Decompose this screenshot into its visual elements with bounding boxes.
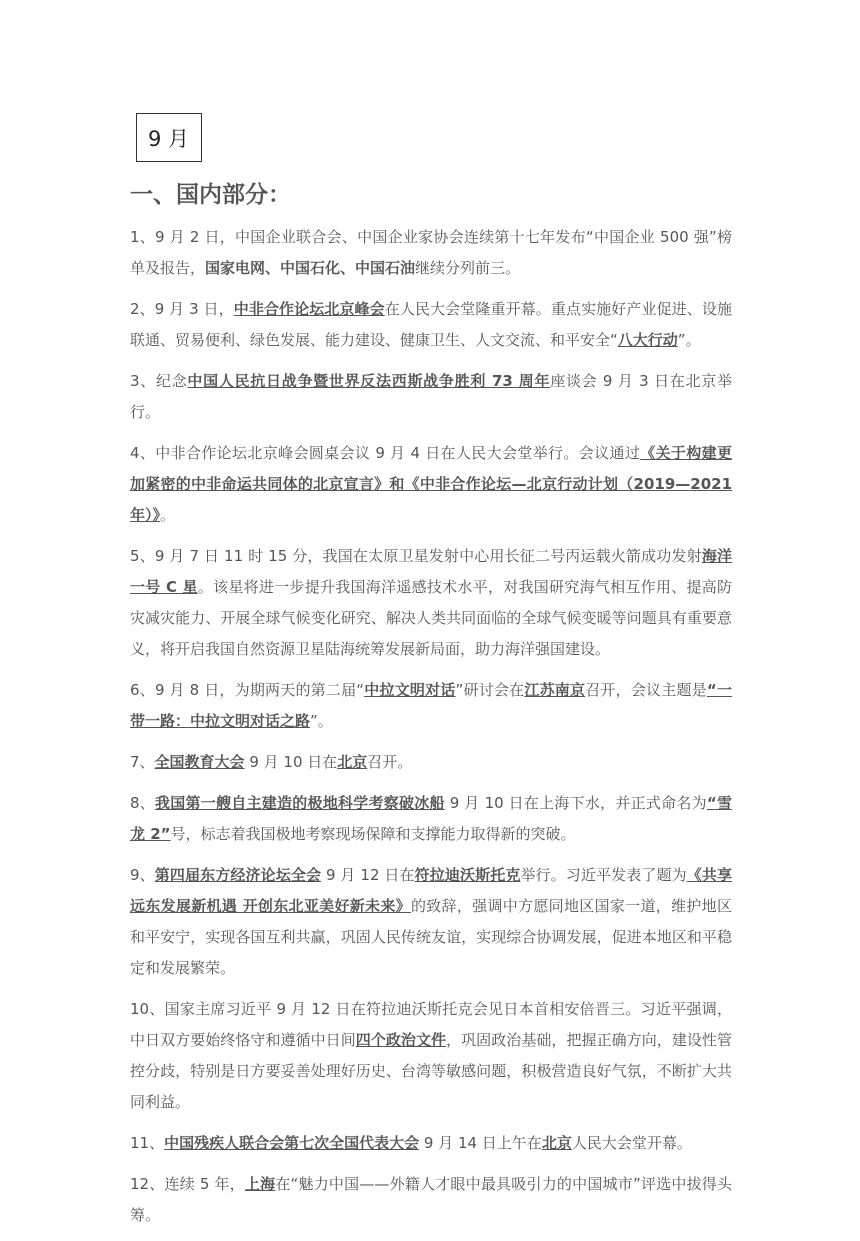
highlighted-term bbox=[524, 681, 585, 699]
month-label: 9 月 bbox=[148, 126, 190, 151]
item-text: ”研讨会在 bbox=[455, 681, 525, 699]
month-label-box bbox=[136, 113, 202, 162]
item-text: 10、国家主席习近平 9 月 12 日在符拉迪沃斯托克会见日本首相安倍晋三。习近平强调，中日双方要始终恪守和遵循中日间 bbox=[130, 1000, 732, 1049]
news-item bbox=[130, 788, 732, 850]
underlined-term: 中非合作论坛北京峰会 bbox=[233, 300, 385, 318]
news-item bbox=[130, 541, 732, 665]
item-text: 举行。习近平发表了题为 bbox=[520, 866, 687, 884]
item-text: 1、9 月 2 日，中国企业联合会、中国企业家协会连续第十七年发布“中国企业 500 强”榜单及报告， bbox=[130, 228, 732, 277]
underlined-term: 北京 bbox=[541, 1134, 572, 1152]
item-text: 6、9 月 8 日，为期两天的第二届“ bbox=[130, 681, 365, 699]
item-text: ”。 bbox=[310, 712, 333, 730]
item-text: 召开。 bbox=[367, 753, 413, 771]
item-text: 9 月 10 日在上海下水，并正式命名为 bbox=[444, 794, 707, 812]
underlined-term: 中国人民抗日战争暨世界反法西斯战争胜利 73 周年 bbox=[187, 372, 551, 390]
item-text: 2、9 月 3 日， bbox=[130, 300, 234, 318]
highlighted-term bbox=[245, 1175, 275, 1193]
underlined-term: 第四届东方经济论坛全会 bbox=[154, 866, 322, 884]
highlighted-term bbox=[337, 753, 367, 771]
underlined-term: 《关于构建更加紧密的中非命运共同体的北京宣言》和《中非合作论坛—北京行动计划（2019—2021 年）》 bbox=[130, 444, 732, 524]
highlighted-term bbox=[187, 372, 550, 390]
underlined-term: 江苏南京 bbox=[524, 681, 586, 699]
item-text: 座谈会 9 月 3 日在北京举行。 bbox=[130, 372, 732, 421]
news-item bbox=[130, 747, 732, 778]
news-item bbox=[130, 860, 732, 984]
highlighted-term bbox=[164, 1134, 419, 1152]
news-item bbox=[130, 294, 732, 356]
item-text: 9、 bbox=[130, 866, 155, 884]
underlined-term: 符拉迪沃斯托克 bbox=[414, 866, 521, 884]
item-text: 的致辞，强调中方愿同地区国家一道，维护地区和平安宁，实现各国互利共赢，巩固人民传统友谊，实现综合协调发展，促进本地区和平稳定和发展繁荣。 bbox=[130, 897, 732, 977]
underlined-term: “一带一路：中拉文明对话之路 bbox=[130, 681, 732, 730]
highlighted-term: 国家电网、中国石化、中国石油 bbox=[205, 259, 416, 277]
underlined-term: 海洋一号 C 星 bbox=[130, 547, 732, 596]
underlined-term: 八大行动 bbox=[617, 331, 678, 349]
item-text: 5、9 月 7 日 11 时 15 分，我国在太原卫星发射中心用长征二号丙运载火箭成功发射 bbox=[130, 547, 702, 565]
item-text: 在人民大会堂隆重开幕。重点实施好产业促进、设施联通、贸易便利、绿色发展、能力建设、健康卫生、人文交流、和平安全“ bbox=[130, 300, 732, 349]
highlighted-term bbox=[234, 300, 385, 318]
news-item bbox=[130, 366, 732, 428]
underlined-term: 北京 bbox=[337, 753, 368, 771]
underlined-term: “雪龙 2” bbox=[130, 794, 732, 843]
news-item bbox=[130, 675, 732, 737]
item-text: 召开，会议主题是 bbox=[585, 681, 707, 699]
highlighted-term bbox=[364, 681, 455, 699]
item-text: 3、纪念 bbox=[130, 372, 188, 390]
underlined-term: 四个政治文件 bbox=[355, 1031, 447, 1049]
underlined-term: 中国残疾人联合会第七次全国代表大会 bbox=[164, 1134, 420, 1152]
underlined-term: 我国第一艘自主建造的极地科学考察破冰船 bbox=[155, 794, 445, 812]
item-text: 人民大会堂开幕。 bbox=[571, 1134, 692, 1152]
item-text: 。该星将进一步提升我国海洋遥感技术水平，对我国研究海气相互作用、提高防灾减灾能力、开展全球气候变化研究、解决人类共同面临的全球气候变暖等问题具有重要意义，将开启我国自然资源卫星陆海统筹发展新局面，助力海洋强国建设。 bbox=[130, 578, 732, 658]
item-text: 继续分列前三。 bbox=[415, 259, 521, 277]
item-text: 7、 bbox=[130, 753, 155, 771]
item-text: 11、 bbox=[130, 1134, 165, 1152]
item-text: 9 月 10 日在 bbox=[244, 753, 338, 771]
highlighted-term bbox=[542, 1134, 572, 1152]
underlined-term: 中拉文明对话 bbox=[364, 681, 456, 699]
highlighted-term bbox=[155, 794, 445, 812]
highlighted-term bbox=[155, 866, 321, 884]
item-text: ”。 bbox=[677, 331, 701, 349]
item-text: ，巩固政治基础，把握正确方向，建设性管控分歧，特别是日方要妥善处理好历史、台湾等敏感问题，积极营造良好气氛，不断扩大共同利益。 bbox=[130, 1031, 732, 1111]
news-item bbox=[130, 1169, 732, 1231]
item-text: 。 bbox=[160, 506, 176, 524]
highlighted-term bbox=[356, 1031, 446, 1049]
item-text: 号，标志着我国极地考察现场保障和支撑能力取得新的突破。 bbox=[170, 825, 576, 843]
news-item bbox=[130, 994, 732, 1118]
news-item bbox=[130, 438, 732, 531]
item-text: 9 月 14 日上午在 bbox=[419, 1134, 542, 1152]
highlighted-term bbox=[618, 331, 678, 349]
highlighted-term bbox=[155, 753, 245, 771]
item-text: 9 月 12 日在 bbox=[321, 866, 415, 884]
item-text: 8、 bbox=[130, 794, 156, 812]
item-text: 4、中非合作论坛北京峰会圆桌会议 9 月 4 日在人民大会堂举行。会议通过 bbox=[130, 444, 641, 462]
news-item bbox=[130, 1128, 732, 1159]
item-text: 在“魅力中国——外籍人才眼中最具吸引力的中国城市”评选中拔得头筹。 bbox=[130, 1175, 733, 1224]
underlined-term: 《共享远东发展新机遇 开创东北亚美好新未来》 bbox=[130, 866, 732, 915]
news-item bbox=[130, 222, 732, 284]
item-text: 12、连续 5 年， bbox=[130, 1175, 245, 1193]
news-item-list bbox=[130, 222, 732, 1241]
underlined-term: 全国教育大会 bbox=[154, 753, 245, 771]
highlighted-term bbox=[415, 866, 521, 884]
section-title: 一、国内部分： bbox=[130, 182, 291, 208]
underlined-term: 上海 bbox=[244, 1175, 276, 1193]
